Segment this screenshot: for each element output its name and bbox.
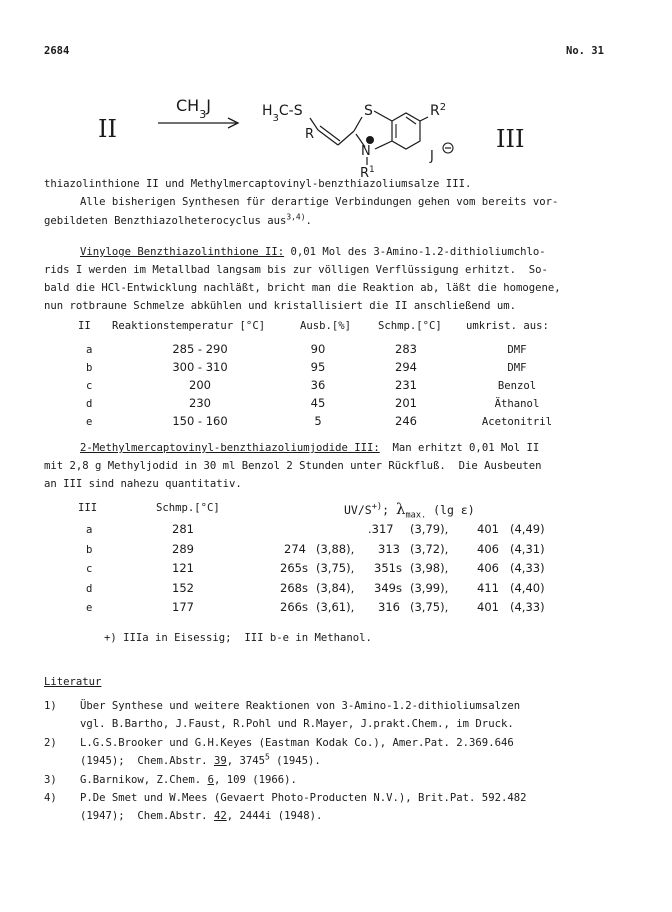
section2-heading: 2-Methylmercaptovinyl-benzthiazoliumjodide III: (80, 442, 380, 454)
section2-line-2: mit 2,8 g Methyljodid in 30 ml Benzol 2 Stunden unter Rückfluß. Die Ausbeuten (44, 460, 542, 472)
table2-footnote: +) IIIa in Eisessig; III b-e in Methanol. (104, 632, 372, 644)
ring-sulfur: S (364, 103, 373, 119)
table2-header-compound: III (78, 502, 98, 514)
ring-nitrogen: N (361, 144, 371, 159)
r-substituent: R (305, 127, 315, 142)
iodide-counterion: J (430, 149, 434, 164)
section1-line-3: bald die HCl-Entwicklung nachläßt, bricht man die Reaktion ab, läßt die homogene, (44, 282, 561, 294)
table1-header-yield: Ausb.[%] (300, 320, 352, 332)
intro-line-2: Alle bisherigen Synthesen für derartige Verbindungen gehen vom bereits vor- (80, 196, 559, 208)
reactant-label: II (98, 115, 117, 143)
bond (375, 141, 392, 149)
bond (354, 117, 362, 131)
section1-line-1: Vinyloge Benzthiazolinthione II: 0,01 Mol des 3-Amino-1.2-dithioliumchlo- (80, 246, 546, 258)
bond (338, 131, 354, 145)
table2-header-uv: UV/S+); $\lambda_{max.}$ (lg ε) (344, 500, 475, 521)
section2-line-3: an III sind nahezu quantitativ. (44, 478, 242, 490)
bond (374, 111, 392, 121)
page-number: 2684 (44, 45, 70, 57)
section1-line-4: nun rotbraune Schmelze abkühlen und kristallisiert die II anschließend um. (44, 300, 516, 312)
positive-charge-icon (366, 136, 374, 144)
journal-page: 2684 No. 31 II $CH_3J$ $H_3C-S$ R S N $R^1$ $R^2$ J III thiazolinthione II und Methylmercaptovinyl-benzthiazoliumsalze III. Alle bisherigen Synthesen für derartige Verbindungen gehen vom bereits vor- gebildeten Benzthiazolheterocyclus aus$^{3,4)}$. Vinyloge Benzthiazolinthione II: 0,01 Mol des 3-Amino-1.2-dithioliumchlo- rids I werden im Metallbad langsam bis zur völligen Verflüssigung erhitzt. So- bald die HCl-Entwicklung nachläßt, bricht man die Reaktion ab, läßt die homogene, nun rotbraune Schmelze abkühlen und kristallisiert die II anschließend um. II Reaktionstemperatur [°C] Ausb.[%] Schmp.[°C] umkrist. aus: a 285 - 290 90 283 DMF b 300 - 310 95 294 DMF c 200 36 231 Benzol d 230 45 201 Äthanol e 150 - 160 5 246 Acetonitril 2-Methylmercaptovinyl-benzthiazoliumjodide III: Man erhitzt 0,01 Mol II mit 2,8 g Methyljodid in 30 ml Benzol 2 Stunden unter Rückfluß. Die Ausbeuten an III sind nahezu quantitativ. III Schmp.[°C] UV/S+); $\lambda_{max.}$ (lg ε) a 281 .317 (3,79), 401 (4,49) b 289 274 (3,88), 313 (3,72), 406 (4,31) c 121 265s (3,75), 351s (3,98), 406 (4,33) d 152 268s (3,84), 349s (3,99), 411 (4,40) e 177 266s (3,61), 316 (3,75), 401 (4,33) +) IIIa in Eisessig; III b-e in Methanol. Literatur 1) Über Synthese und weitere Reaktionen von 3-Amino-1.2-dithioliumsalzen vgl. B.Bartho, J.Faust, R.Pohl und R.Mayer, J.prakt.Chem., im Druck. 2) L.G.S.Brooker und G.H.Keyes (Eastman Kodak Co.), Amer.Pat. 2.369.646 (1945); Chem.Abstr. 39, 3745$^5$ (1945). 3) G.Barnikow, Z.Chem. 6, 109 (1966). 4) P.De Smet und W.Mees (Gevaert Photo-Producten N.V.), Brit.Pat. 592.482 (1947); Chem.Abstr. 42, 2444i (1948). (0, 0, 672, 912)
reagent-label: $CH_3J$ (176, 96, 211, 121)
reaction-scheme (0, 85, 672, 177)
table1-header-solvent: umkrist. aus: (466, 320, 549, 332)
table1-header-temp: Reaktionstemperatur [°C] (112, 320, 266, 332)
scheme-drawing (0, 85, 672, 177)
intro-line-3: gebildeten Benzthiazolheterocyclus aus$^{3,4)}$. (44, 212, 312, 227)
methylthio-group: $H_3C-S$ (262, 103, 303, 124)
table1-header-mp: Schmp.[°C] (378, 320, 442, 332)
table2-header-mp: Schmp.[°C] (156, 502, 220, 514)
section2-line-1: 2-Methylmercaptovinyl-benzthiazoliumjodide III: Man erhitzt 0,01 Mol II (80, 442, 540, 454)
intro-line-1: thiazolinthione II und Methylmercaptovinyl-benzthiazoliumsalze III. (44, 178, 472, 190)
issue-number: No. 31 (566, 45, 604, 57)
r1-substituent: $R^1$ (360, 165, 375, 177)
section1-heading: Vinyloge Benzthiazolinthione II: (80, 246, 285, 258)
r2-substituent: $R^2$ (430, 101, 447, 119)
section1-line-2: rids I werden im Metallbad langsam bis zur völligen Verflüssigung erhitzt. So- (44, 264, 548, 276)
product-label: III (496, 125, 525, 153)
citation-refs: 3,4) (286, 212, 306, 222)
table1-header-compound: II (78, 320, 91, 332)
literature-heading: Literatur (44, 676, 102, 688)
bond (420, 117, 428, 121)
